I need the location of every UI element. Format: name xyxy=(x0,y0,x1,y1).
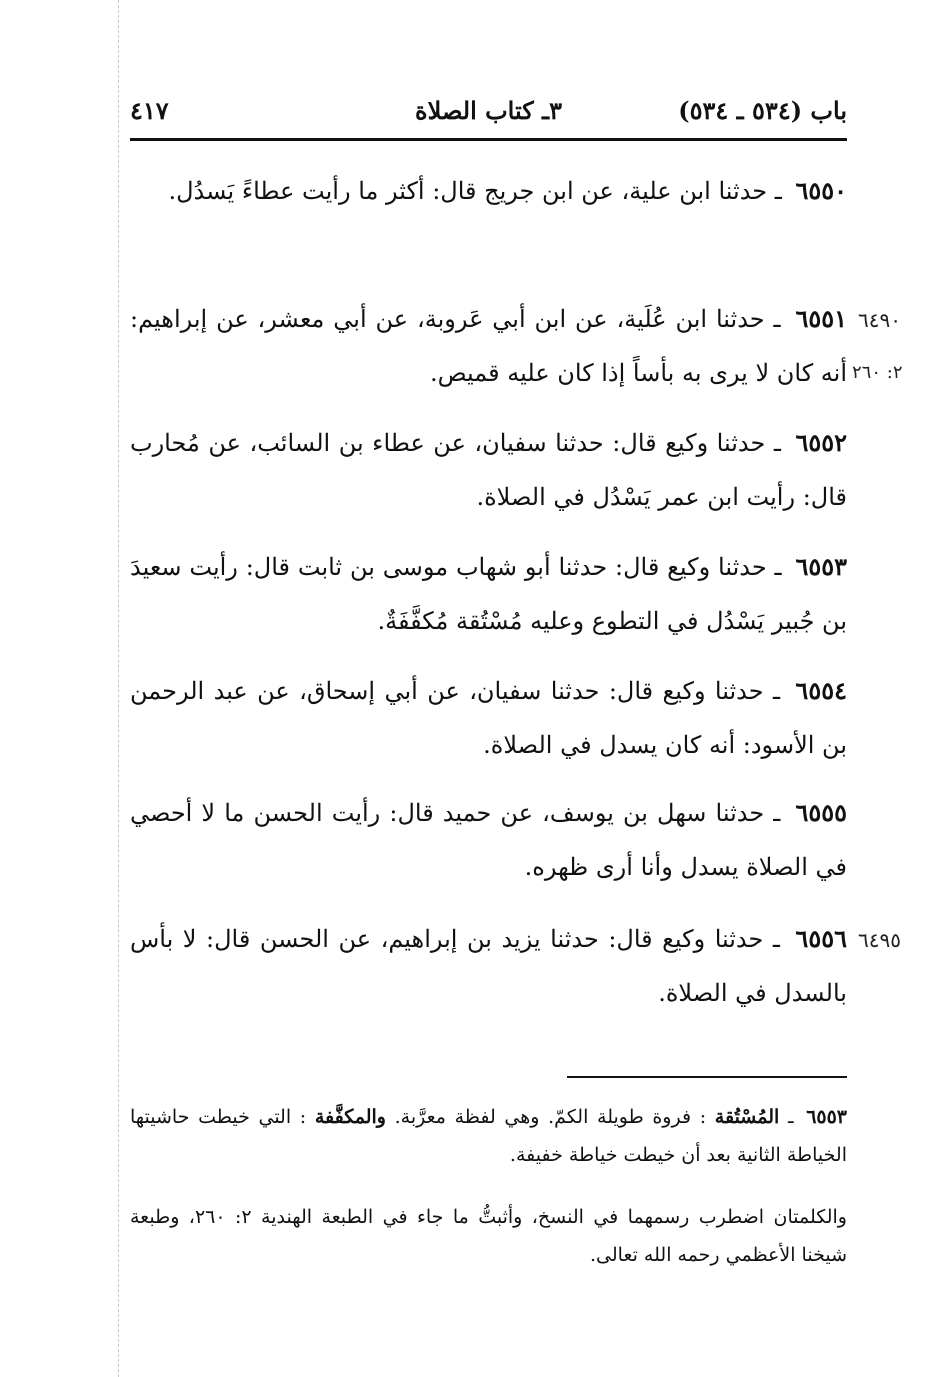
hadith-text: ـ حدثنا ابن عُلَية، عن ابن أبي عَروبة، عن أبي معشر، عن إبراهيم: أنه كان لا يرى به بأساً إذا كان عليه قميص. xyxy=(130,305,847,387)
footnote-term: والمكفَّفة xyxy=(314,1106,386,1128)
hadith-text: ـ حدثنا وكيع قال: حدثنا سفيان، عن عطاء بن السائب، عن مُحارب قال: رأيت ابن عمر يَسْدُل في الصلاة. xyxy=(130,429,847,511)
footnote-text: : فروة طويلة الكمّ. وهي لفظة معرَّبة. xyxy=(394,1106,707,1128)
page-fold-line xyxy=(118,0,119,1377)
hadith-entry xyxy=(130,540,847,648)
hadith-text: ـ حدثنا وكيع قال: حدثنا يزيد بن إبراهيم، عن الحسن قال: لا بأس بالسدل في الصلاة. xyxy=(130,925,847,1007)
footnote: ٦٥٥٣ ـ المُسْتُقة : فروة طويلة الكمّ. وهي لفظة معرَّبة. والمكفَّفة : التي خيطت حاشيتها الخياطة الثانية بعد أن خيطت خياطة خفيفة. xyxy=(130,1106,848,1166)
left-cross-reference: ٦٤٩٥ xyxy=(858,928,901,952)
hadith-number: ٦٥٥٣ xyxy=(795,552,847,581)
hadith-text: ـ حدثنا ابن علية، عن ابن جريج قال: أكثر ما رأيت عطاءً يَسدُل. xyxy=(168,177,782,205)
hadith-entry xyxy=(130,416,847,524)
header-book-title: ٣ـ كتاب الصلاة xyxy=(415,96,562,125)
hadith-entry xyxy=(130,292,847,400)
margin-cross-reference: ٢: ٢٦٠ xyxy=(852,362,903,383)
footnote-rule xyxy=(567,1076,847,1078)
header-rule xyxy=(130,138,847,141)
running-header xyxy=(130,96,847,136)
header-chapter: باب (٥٣٤ ـ ٥٣٤) xyxy=(678,96,847,125)
hadith-text: ـ حدثنا وكيع قال: حدثنا سفيان، عن أبي إسحاق، عن عبد الرحمن بن الأسود: أنه كان يسدل في الصلاة. xyxy=(130,677,847,759)
hadith-number: ٦٥٥٦ xyxy=(795,924,847,953)
hadith-entry xyxy=(130,786,847,894)
hadith-entry xyxy=(130,912,847,1020)
page-number: ٤١٧ xyxy=(130,96,169,125)
hadith-number: ٦٥٥٠ xyxy=(795,176,847,205)
footnote-term: المُسْتُقة xyxy=(714,1106,780,1128)
footnote-text: والكلمتان اضطرب رسمهما في النسخ، وأثبتُّ ما جاء في الطبعة الهندية ٢: ٢٦٠، وطبعة شيخنا الأعظمي رحمه الله تعالى. xyxy=(130,1206,847,1266)
hadith-text: ـ حدثنا وكيع قال: حدثنا أبو شهاب موسى بن ثابت قال: رأيت سعيدَ بن جُبير يَسْدُل في التطوع وعليه مُسْتُقة مُكفَّفَةٌ. xyxy=(130,553,847,635)
hadith-number: ٦٥٥٤ xyxy=(795,676,847,705)
footnote-number: ٦٥٥٣ xyxy=(806,1106,848,1128)
hadith-entry xyxy=(130,164,847,218)
footnote-text: : التي خيطت حاشيتها الخياطة الثانية بعد أن خيطت خياطة خفيفة. xyxy=(130,1106,847,1166)
hadith-entry xyxy=(130,664,847,772)
footnote xyxy=(130,1198,847,1274)
left-cross-reference: ٦٤٩٠ xyxy=(858,308,901,332)
hadith-text: ـ حدثنا سهل بن يوسف، عن حميد قال: رأيت الحسن ما لا أحصي في الصلاة يسدل وأنا أرى ظهره. xyxy=(130,799,847,881)
hadith-number: ٦٥٥٢ xyxy=(795,428,847,457)
hadith-number: ٦٥٥١ xyxy=(795,304,847,333)
hadith-number: ٦٥٥٥ xyxy=(795,798,847,827)
